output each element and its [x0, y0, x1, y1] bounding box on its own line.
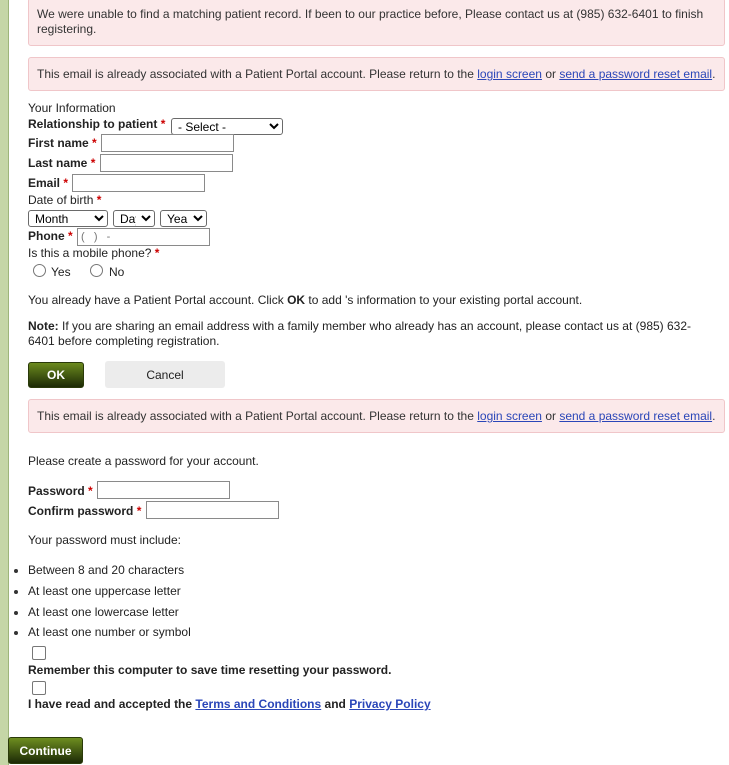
rule-bullet: [14, 611, 18, 615]
relationship-label-text: Relationship to patient: [28, 117, 158, 131]
mobile-question-text: Is this a mobile phone?: [28, 246, 152, 260]
first-name-label: [28, 136, 97, 150]
or-text: or: [545, 67, 556, 81]
rule-bullet: [14, 631, 18, 635]
section-title: Your Information: [28, 101, 116, 115]
last-name-label-text: Last name: [28, 156, 88, 170]
and-text: and: [324, 697, 346, 711]
first-name-label-text: First name: [28, 136, 89, 150]
phone-label: [28, 229, 73, 243]
existing-text-after: to add 's information to your existing portal account.: [308, 293, 583, 307]
note-label: Note:: [28, 319, 59, 333]
cancel-button[interactable]: Cancel: [105, 361, 225, 388]
rule-lowercase: At least one lowercase letter: [28, 605, 179, 619]
left-accent-bar: [0, 0, 8, 765]
dob-day-select[interactable]: [113, 210, 155, 227]
required-mark: *: [92, 136, 97, 150]
existing-account-text: [28, 293, 582, 307]
mobile-yes-label: Yes: [51, 265, 71, 279]
privacy-policy-link[interactable]: Privacy Policy: [349, 697, 431, 711]
no-record-text: We were unable to find a matching patient record. If been to our practice before, Please contact us at (985) 632-6401 to finish registering.: [37, 7, 704, 36]
required-mark: *: [154, 246, 160, 260]
no-record-alert: [28, 0, 725, 46]
password-label-text: Password: [28, 484, 85, 498]
confirm-password-label: [28, 504, 141, 518]
phone-input[interactable]: [77, 228, 210, 246]
note-text-1: If you are sharing an email address with a family member who already has an account, please contact us at (985) 632-: [62, 319, 692, 333]
dob-year-select[interactable]: [160, 210, 207, 227]
password-intro: Please create a password for your account.: [28, 454, 259, 468]
ok-button[interactable]: OK: [28, 362, 84, 388]
required-mark: *: [160, 117, 166, 131]
or-text-2: or: [545, 409, 556, 423]
password-reset-link-2[interactable]: send a password reset email: [559, 409, 713, 423]
rule-bullet: [14, 569, 18, 573]
ok-word: OK: [287, 293, 306, 307]
terms-conditions-link[interactable]: Terms and Conditions: [195, 697, 322, 711]
required-mark: *: [63, 176, 69, 190]
required-mark: *: [136, 504, 142, 518]
phone-label-text: Phone: [28, 229, 65, 243]
mobile-no-radio[interactable]: [90, 264, 103, 277]
last-name-input[interactable]: [100, 154, 233, 172]
terms-label: [28, 697, 431, 711]
mobile-question: [28, 246, 159, 260]
email-associated-alert-2: [28, 399, 725, 433]
note-line-2: 6401 before completing registration.: [28, 334, 220, 348]
required-mark: *: [88, 484, 93, 498]
relationship-select[interactable]: [171, 118, 283, 135]
password-must-include: Your password must include:: [28, 533, 181, 547]
terms-checkbox[interactable]: [32, 681, 46, 695]
dob-label-text: Date of birth: [28, 193, 94, 207]
terms-prefix: I have read and accepted the: [28, 697, 193, 711]
rule-uppercase: At least one uppercase letter: [28, 584, 181, 598]
email-label: [28, 176, 68, 190]
dob-month-select[interactable]: [28, 210, 108, 227]
rule-number-symbol: At least one number or symbol: [28, 625, 191, 639]
remember-computer-checkbox[interactable]: [32, 646, 46, 660]
email-associated-alert: [28, 57, 725, 91]
relationship-label: [28, 117, 165, 131]
email-associated-text: This email is already associated with a Patient Portal account. Please return to the: [37, 67, 474, 81]
mobile-no-label: No: [109, 265, 125, 279]
existing-text-before: You already have a Patient Portal account. Click: [28, 293, 284, 307]
rule-bullet: [14, 590, 18, 594]
left-accent-divider: [8, 0, 9, 765]
required-mark: *: [96, 193, 102, 207]
email-label-text: Email: [28, 176, 61, 190]
note-line-1: [28, 319, 691, 333]
rule-length: Between 8 and 20 characters: [28, 563, 185, 577]
period-text-2: .: [712, 409, 716, 423]
required-mark: *: [68, 229, 73, 243]
continue-button[interactable]: Continue: [8, 737, 83, 764]
confirm-password-input[interactable]: [146, 501, 279, 519]
period-text: .: [712, 67, 716, 81]
password-reset-link[interactable]: send a password reset email: [559, 67, 713, 81]
email-input[interactable]: [72, 174, 205, 192]
login-screen-link-2[interactable]: login screen: [477, 409, 542, 423]
remember-computer-label: Remember this computer to save time resetting your password.: [28, 663, 392, 677]
first-name-input[interactable]: [101, 134, 234, 152]
last-name-label: [28, 156, 95, 170]
required-mark: *: [90, 156, 96, 170]
confirm-password-label-text: Confirm password: [28, 504, 134, 518]
password-input[interactable]: [97, 481, 230, 499]
dob-label: [28, 193, 101, 207]
email-associated-text-2: This email is already associated with a Patient Portal account. Please return to the: [37, 409, 474, 423]
password-label: [28, 484, 93, 498]
mobile-yes-radio[interactable]: [33, 264, 46, 277]
login-screen-link[interactable]: login screen: [477, 67, 542, 81]
